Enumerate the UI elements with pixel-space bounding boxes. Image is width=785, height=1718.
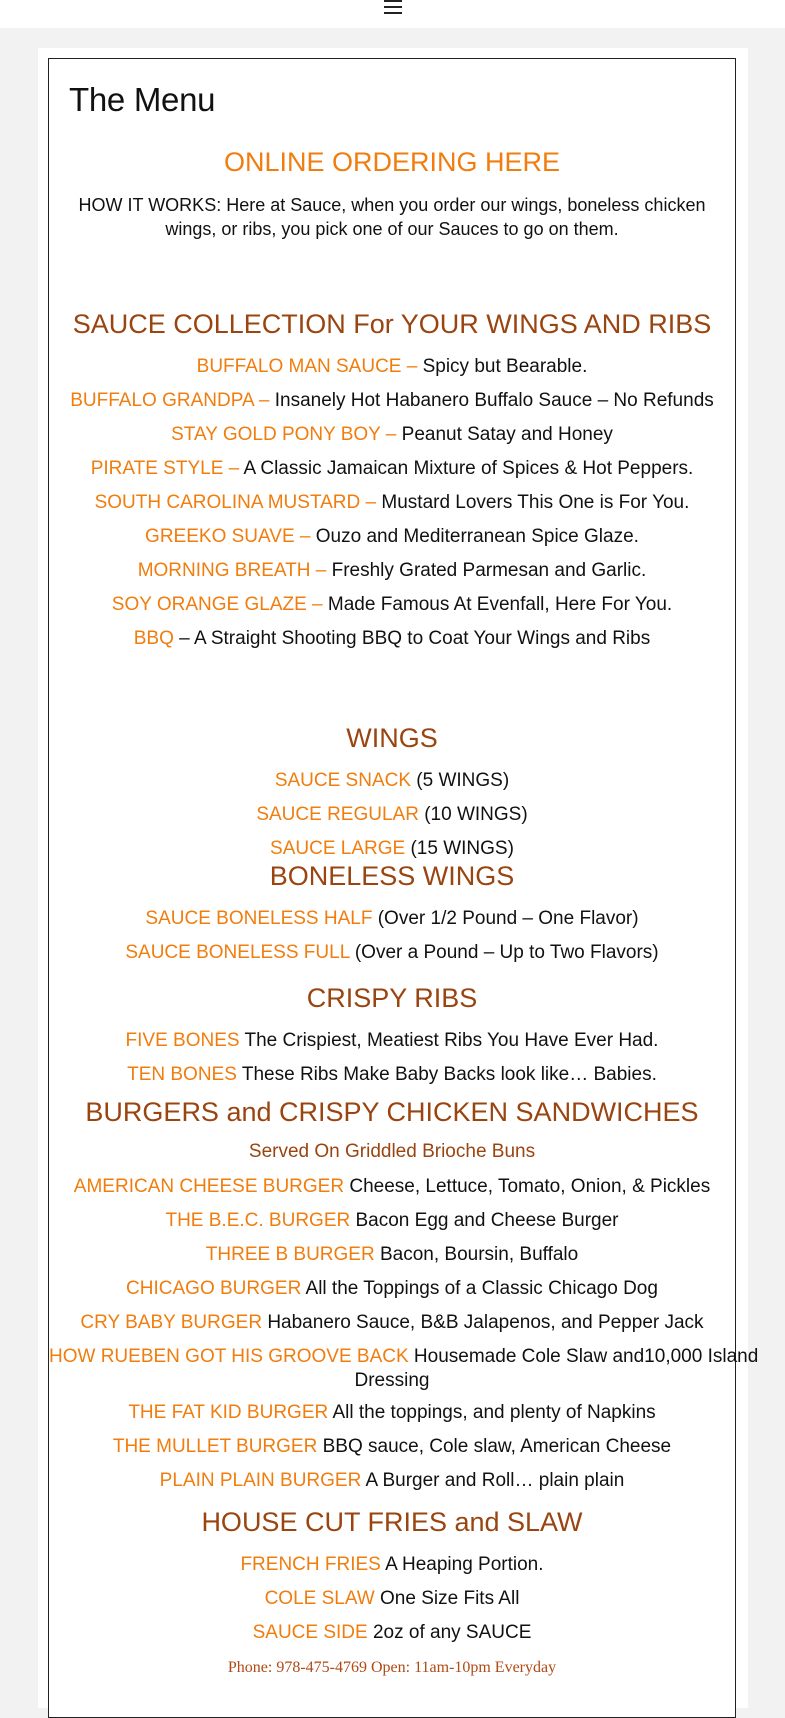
sauce-item — [49, 389, 735, 413]
contact-footer: Phone: 978-475-4769 Open: 11am-10pm Everyday — [227, 1659, 557, 1676]
sauce-item-description: Made Famous At Evenfall, Here For You. — [327, 594, 673, 615]
menu-card — [48, 58, 759, 1718]
boneless-item-description: (Over 1/2 Pound – One Flavor) — [372, 908, 639, 929]
burger-item-description: Cheese, Lettuce, Tomato, Onion, & Pickles — [344, 1176, 711, 1197]
sauce-item-description: Mustard Lovers This One is For You. — [381, 492, 690, 513]
burger-item-description: All the Toppings of a Classic Chicago Dog — [301, 1278, 658, 1299]
burger-item-description: All the toppings, and plenty of Napkins — [328, 1402, 656, 1423]
sides-heading: HOUSE CUT FRIES and SLAW — [201, 1507, 583, 1537]
boneless-item-description: (Over a Pound – Up to Two Flavors) — [349, 942, 659, 963]
sauce-item-description: Peanut Satay and Honey — [401, 424, 613, 445]
sauce-item-name: BUFFALO MAN SAUCE – — [196, 356, 423, 377]
sauce-collection-heading: SAUCE COLLECTION For YOUR WINGS AND RIBS — [72, 309, 712, 339]
sauce-item — [49, 627, 735, 651]
burger-item-name: THE B.E.C. BURGER — [165, 1210, 351, 1231]
sauce-item-name: BUFFALO GRANDPA – — [70, 390, 275, 411]
boneless-item-name: SAUCE BONELESS FULL — [125, 942, 350, 963]
sauce-item — [49, 423, 735, 447]
side-item — [49, 1587, 735, 1611]
sauce-item — [49, 593, 735, 617]
burger-item-name: HOW RUEBEN GOT HIS GROOVE BACK — [49, 1346, 409, 1367]
page-container — [38, 48, 759, 1708]
sauce-item-description: Insanely Hot Habanero Buffalo Sauce – No Refunds — [274, 390, 714, 411]
sauce-item-name: SOY ORANGE GLAZE – — [111, 594, 328, 615]
sauce-item-description: Spicy but Bearable. — [422, 356, 588, 377]
burger-item-description: A Burger and Roll… plain plain — [361, 1470, 625, 1491]
boneless-item — [49, 907, 735, 931]
burger-item-name: THREE B BURGER — [205, 1244, 375, 1265]
wings-item — [49, 769, 735, 793]
wings-item — [49, 837, 735, 861]
side-item — [49, 1553, 735, 1577]
burger-item — [49, 1175, 735, 1199]
hamburger-menu-icon[interactable] — [384, 0, 402, 14]
wings-item — [49, 803, 735, 827]
sauce-item-description: A Classic Jamaican Mixture of Spices & Hot Peppers. — [243, 458, 694, 479]
sauce-item-description: Ouzo and Mediterranean Spice Glaze. — [315, 526, 639, 547]
side-item-description: A Heaping Portion. — [380, 1554, 544, 1575]
ribs-item — [49, 1063, 735, 1087]
wings-item-name: SAUCE LARGE — [270, 838, 406, 859]
boneless-item-name: SAUCE BONELESS HALF — [145, 908, 373, 929]
intro-line-1: HOW IT WORKS: Here at Sauce, when you order our wings, boneless chicken — [78, 195, 706, 215]
burger-item-description-line2: Dressing — [354, 1370, 430, 1391]
side-item-name: SAUCE SIDE — [252, 1622, 368, 1643]
burger-item-description: BBQ sauce, Cole slaw, American Cheese — [317, 1436, 672, 1457]
burger-item-description-cont — [49, 1369, 735, 1393]
burger-item-name: AMERICAN CHEESE BURGER — [73, 1176, 345, 1197]
page-title: The Menu — [69, 81, 216, 118]
top-bar — [0, 0, 785, 28]
side-item-description: One Size Fits All — [374, 1588, 520, 1609]
burger-item — [49, 1277, 735, 1301]
burger-item-description: Bacon Egg and Cheese Burger — [350, 1210, 619, 1231]
online-ordering-link[interactable]: ONLINE ORDERING HERE — [223, 147, 561, 177]
burger-item-description: Habanero Sauce, B&B Jalapenos, and Pepper Jack — [262, 1312, 704, 1333]
sauce-item-name: GREEKO SUAVE – — [145, 526, 316, 547]
sauce-item — [49, 491, 735, 515]
burger-item — [49, 1401, 735, 1425]
ribs-item-description: These Ribs Make Baby Backs look like… Babies. — [236, 1064, 657, 1085]
burger-item-name: PLAIN PLAIN BURGER — [159, 1470, 362, 1491]
boneless-item — [49, 941, 735, 965]
intro-line-2: wings, or ribs, you pick one of our Sauces to go on them. — [165, 219, 619, 239]
sauce-item — [49, 457, 735, 481]
burger-item-description: Bacon, Boursin, Buffalo — [374, 1244, 579, 1265]
sauce-item-name: MORNING BREATH – — [137, 560, 332, 581]
sauce-item-name: BBQ — [133, 628, 174, 649]
burger-item — [49, 1435, 735, 1459]
wings-item-name: SAUCE SNACK — [274, 770, 412, 791]
wings-item-description: (15 WINGS) — [405, 838, 514, 859]
sauce-item-name: STAY GOLD PONY BOY – — [171, 424, 402, 445]
burger-item-name: CHICAGO BURGER — [126, 1278, 302, 1299]
sauce-item — [49, 355, 735, 379]
burger-item-name: THE MULLET BURGER — [112, 1436, 318, 1457]
burger-item — [49, 1243, 735, 1267]
ribs-item-name: FIVE BONES — [125, 1030, 240, 1051]
wings-item-name: SAUCE REGULAR — [256, 804, 419, 825]
sauce-item — [49, 559, 735, 583]
burgers-subheading: Served On Griddled Brioche Buns — [248, 1141, 536, 1162]
side-item-description: 2oz of any SAUCE — [367, 1622, 532, 1643]
wings-heading: WINGS — [346, 723, 438, 753]
side-item-name: COLE SLAW — [264, 1588, 375, 1609]
burger-item-name: CRY BABY BURGER — [80, 1312, 263, 1333]
sauce-item — [49, 525, 735, 549]
burger-item — [49, 1345, 759, 1369]
burger-item-name: THE FAT KID BURGER — [128, 1402, 329, 1423]
sauce-item-name: SOUTH CAROLINA MUSTARD – — [94, 492, 382, 513]
burger-item — [49, 1209, 735, 1233]
burger-item — [49, 1311, 735, 1335]
sauce-item-description: – A Straight Shooting BBQ to Coat Your Wings and Ribs — [173, 628, 651, 649]
burger-item-description: Housemade Cole Slaw and10,000 Island — [408, 1346, 759, 1367]
burger-item — [49, 1469, 735, 1493]
sauce-item-name: PIRATE STYLE – — [90, 458, 244, 479]
side-item — [49, 1621, 735, 1645]
sauce-item-description: Freshly Grated Parmesan and Garlic. — [331, 560, 647, 581]
wings-item-description: (10 WINGS) — [418, 804, 528, 825]
ribs-item — [49, 1029, 735, 1053]
ribs-item-name: TEN BONES — [127, 1064, 237, 1085]
boneless-wings-heading: BONELESS WINGS — [269, 861, 515, 891]
crispy-ribs-heading: CRISPY RIBS — [306, 983, 478, 1013]
burgers-heading: BURGERS and CRISPY CHICKEN SANDWICHES — [85, 1097, 699, 1127]
ribs-item-description: The Crispiest, Meatiest Ribs You Have Ever Had. — [239, 1030, 659, 1051]
wings-item-description: (5 WINGS) — [411, 770, 510, 791]
side-item-name: FRENCH FRIES — [240, 1554, 381, 1575]
